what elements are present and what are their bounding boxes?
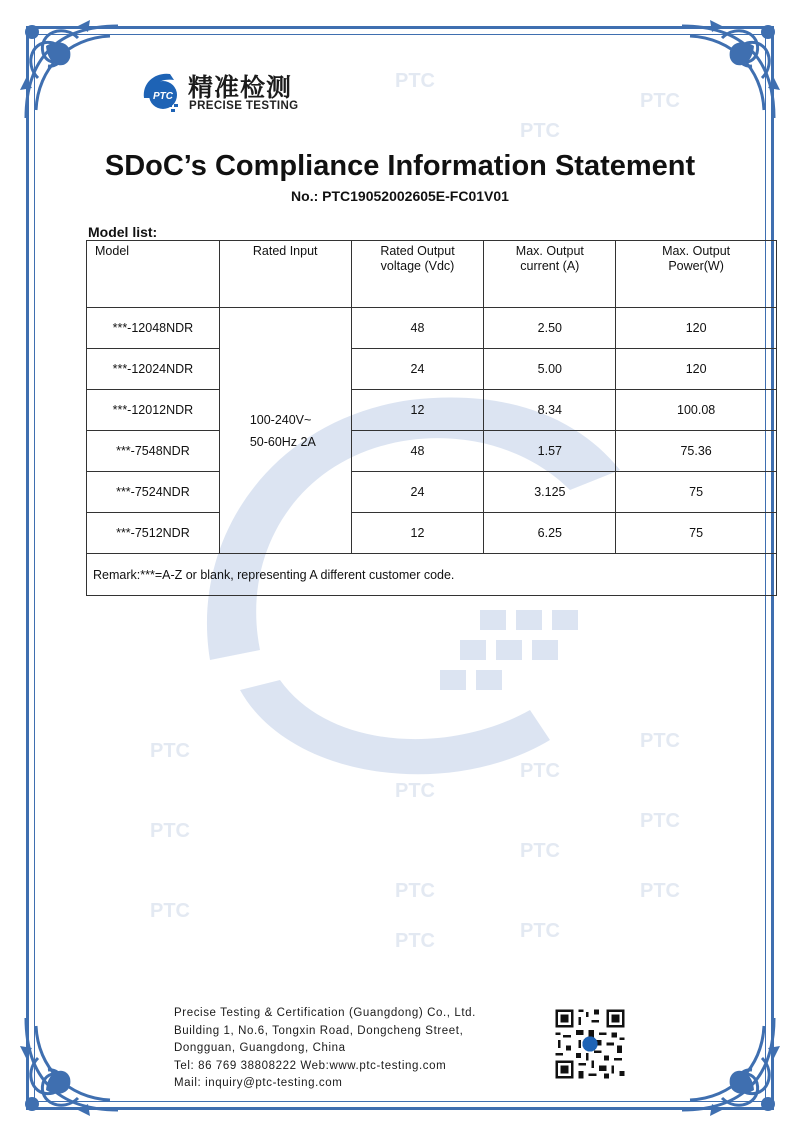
watermark-text: PTC <box>150 820 190 842</box>
voltage-cell: 48 <box>351 308 484 349</box>
corner-ornament-icon <box>18 1008 128 1118</box>
mail-line: Mail: inquiry@ptc-testing.com <box>174 1077 343 1090</box>
logo-badge-text: PTC <box>153 91 173 102</box>
table-row <box>87 513 777 554</box>
column-header-output-power-label: Max. Output Power(W) <box>662 244 731 273</box>
corner-ornament-icon <box>672 18 782 128</box>
power-cell: 120 <box>616 349 777 390</box>
company-contact-block <box>174 1005 476 1093</box>
power-cell: 75 <box>616 513 777 554</box>
watermark-text: PTC <box>520 920 560 942</box>
voltage-cell: 48 <box>351 431 484 472</box>
current-cell: 6.25 <box>484 513 616 554</box>
power-cell: 120 <box>616 308 777 349</box>
table-row <box>87 390 777 431</box>
column-header-rated-input: Rated Input <box>219 241 351 308</box>
company-name: Precise Testing & Certification (Guangdong) Co., Ltd. <box>174 1007 476 1019</box>
voltage-cell: 12 <box>351 513 484 554</box>
model-cell: ***-7548NDR <box>87 431 220 472</box>
table-row <box>87 349 777 390</box>
document-number: No.: PTC19052002605E-FC01V01 <box>291 188 509 204</box>
current-cell: 3.125 <box>484 472 616 513</box>
table-header-row <box>87 241 777 308</box>
qr-code-icon <box>553 1007 627 1081</box>
column-header-output-current <box>484 241 616 308</box>
address-line-2: Dongguan, Guangdong, China <box>174 1042 346 1055</box>
current-cell: 5.00 <box>484 349 616 390</box>
remark-row <box>87 554 777 596</box>
watermark-text: PTC <box>640 810 680 832</box>
tel-web-line: Tel: 86 769 38808222 Web:www.ptc-testing.com <box>174 1059 447 1072</box>
current-cell: 1.57 <box>484 431 616 472</box>
column-header-model: Model <box>87 241 220 308</box>
voltage-cell: 12 <box>351 390 484 431</box>
logo-chinese-name: 精准检测 <box>188 73 293 102</box>
document-title: SDoC’s Compliance Information Statement <box>104 150 696 182</box>
company-logo <box>138 66 338 118</box>
model-cell: ***-7512NDR <box>87 513 220 554</box>
watermark-text: PTC <box>520 120 560 142</box>
current-cell: 2.50 <box>484 308 616 349</box>
watermark-text: PTC <box>395 780 435 802</box>
corner-ornament-icon <box>672 1008 782 1118</box>
corner-ornament-icon <box>18 18 128 128</box>
model-list-heading: Model list: <box>88 224 158 240</box>
model-cell: ***-7524NDR <box>87 472 220 513</box>
rated-input-voltage: 100-240V~ <box>249 412 312 427</box>
logo-english-name: PRECISE TESTING <box>189 100 299 112</box>
power-cell: 75.36 <box>616 431 777 472</box>
watermark-text: PTC <box>640 90 680 112</box>
watermark-text: PTC <box>520 760 560 782</box>
watermark-text: PTC <box>395 70 435 92</box>
model-cell: ***-12048NDR <box>87 308 220 349</box>
watermark-text: PTC <box>640 880 680 902</box>
table-row <box>87 308 777 349</box>
address-line-1: Building 1, No.6, Tongxin Road, Dongcheng Street, <box>174 1024 464 1037</box>
power-cell: 100.08 <box>616 390 777 431</box>
column-header-output-voltage-label: Rated Output voltage (Vdc) <box>380 244 455 273</box>
power-cell: 75 <box>616 472 777 513</box>
watermark-text: PTC <box>395 880 435 902</box>
watermark-text: PTC <box>395 930 435 952</box>
model-cell: ***-12012NDR <box>87 390 220 431</box>
rated-input-frequency: 50-60Hz 2A <box>249 434 316 449</box>
column-header-output-power <box>616 241 777 308</box>
remark-text: Remark:***=A-Z or blank, representing A different customer code. <box>87 554 777 596</box>
table-row <box>87 472 777 513</box>
ptc-logo-icon <box>138 68 186 116</box>
watermark-text: PTC <box>520 840 560 862</box>
voltage-cell: 24 <box>351 349 484 390</box>
model-list-table <box>86 240 777 596</box>
watermark-text: PTC <box>150 740 190 762</box>
rated-input-cell <box>219 308 351 554</box>
column-header-output-current-label: Max. Output current (A) <box>515 244 584 273</box>
voltage-cell: 24 <box>351 472 484 513</box>
watermark-text: PTC <box>640 730 680 752</box>
watermark-text: PTC <box>150 900 190 922</box>
current-cell: 8.34 <box>484 390 616 431</box>
column-header-output-voltage <box>351 241 484 308</box>
table-row <box>87 431 777 472</box>
model-cell: ***-12024NDR <box>87 349 220 390</box>
